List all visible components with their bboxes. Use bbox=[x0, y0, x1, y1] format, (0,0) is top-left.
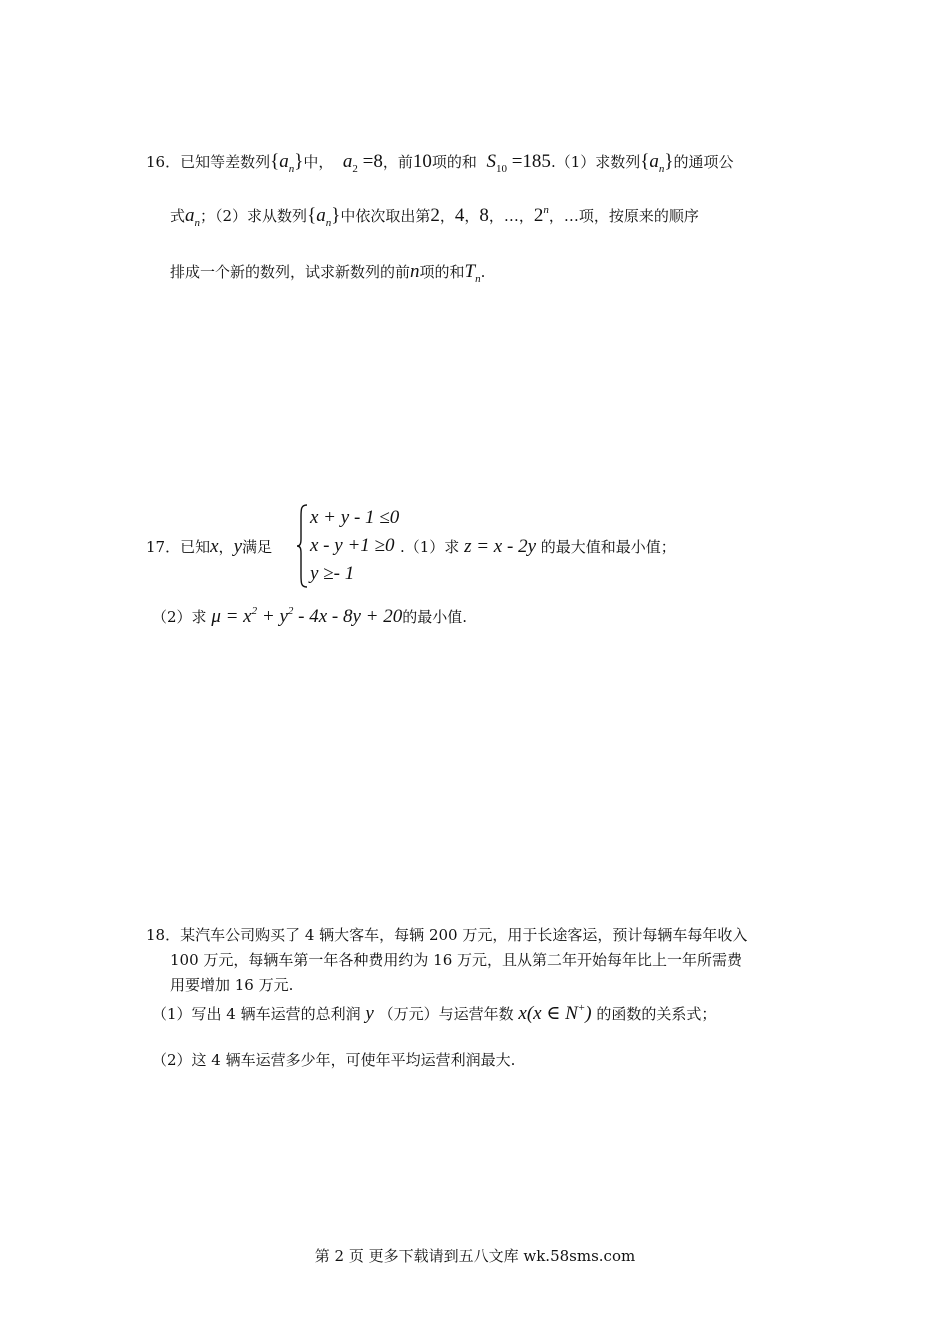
text: 满足 bbox=[242, 538, 273, 556]
text: ；（2）求从数列 bbox=[200, 207, 308, 225]
y-var: y bbox=[365, 1003, 374, 1024]
sequence-an-2: $\{a_n\}$ bbox=[640, 151, 674, 175]
a2-expression: $a_2 =8$ bbox=[342, 151, 383, 175]
tn-term: $T_n$ bbox=[464, 261, 481, 285]
num-8: 8 bbox=[479, 205, 489, 226]
num-2: 2 bbox=[430, 205, 440, 226]
text: （2）求 bbox=[152, 608, 207, 626]
system-ineq-1: x + y - 1 ≤0 bbox=[310, 507, 400, 528]
y-var: y bbox=[233, 536, 242, 557]
z-expression: z = x - 2y bbox=[464, 536, 537, 557]
system-brace bbox=[296, 503, 310, 589]
problem-17-line-1b bbox=[400, 537, 676, 556]
problem-17-line-1 bbox=[146, 537, 272, 556]
problem-18-line-2: 100 万元，每辆车第一年各种费用约为 16 万元，且从第二年开始每年比上一年所需费 bbox=[170, 951, 743, 969]
text: .（1）求数列 bbox=[550, 153, 641, 171]
x-domain-expression: x(x ∈ N+) bbox=[518, 1002, 592, 1024]
text: 的函数的关系式； bbox=[596, 1005, 717, 1023]
text: ．某汽车公司购买了 4 辆大客车，每辆 200 万元，用于长途客运，预计每辆车每年收入 bbox=[165, 926, 748, 944]
text: 的通项公 bbox=[673, 153, 734, 171]
text: 项的和 bbox=[419, 263, 465, 281]
problem-16-line-2 bbox=[170, 205, 699, 229]
text: 中依次取出第 bbox=[340, 207, 431, 225]
problem-16-line-3 bbox=[170, 262, 485, 285]
mu-expression: $\mu = x^2 + y^2 - 4x - 8y + 20$ bbox=[211, 605, 403, 627]
text: .（1）求 bbox=[400, 538, 460, 556]
problem-18-number: 18 bbox=[146, 926, 166, 944]
sequence-an-3: $\{a_n\}$ bbox=[307, 205, 341, 229]
text: ．已知 bbox=[165, 538, 211, 556]
text: 的最小值. bbox=[402, 608, 468, 626]
text: （万元）与运营年数 bbox=[378, 1005, 514, 1023]
s10-expression: $S_{10} =185$ bbox=[486, 151, 551, 175]
text: 式 bbox=[170, 207, 186, 225]
text: ．已知等差数列 bbox=[165, 153, 271, 171]
ellipsis: ，…， bbox=[488, 207, 534, 225]
comma: ， bbox=[218, 538, 234, 556]
sequence-an: $\{a_n\}$ bbox=[270, 151, 304, 175]
text: （1）写出 4 辆车运营的总利润 bbox=[152, 1005, 361, 1023]
text: . bbox=[480, 263, 486, 281]
text: 中， bbox=[303, 153, 334, 171]
problem-16-line-1 bbox=[146, 152, 734, 175]
ten-number: 10 bbox=[412, 151, 432, 172]
problem-17-part-2 bbox=[152, 606, 467, 626]
text: 排成一个新的数列，试求新数列的前 bbox=[170, 263, 411, 281]
text: 项的和 bbox=[431, 153, 477, 171]
comma: ， bbox=[464, 207, 480, 225]
problem-17-number: 17 bbox=[146, 538, 166, 556]
system-ineq-2: x - y +1 ≥0 bbox=[310, 535, 395, 556]
problem-16-number: 16 bbox=[146, 153, 166, 171]
x-var: x bbox=[210, 536, 219, 557]
problem-18-line-1 bbox=[146, 928, 747, 943]
problem-18-part-1 bbox=[152, 1003, 716, 1023]
an-term: $a_n$ bbox=[185, 205, 201, 229]
text: 的最大值和最小值； bbox=[540, 538, 676, 556]
text: ，…项，按原来的顺序 bbox=[548, 207, 699, 225]
num-4: 4 bbox=[454, 205, 465, 226]
problem-18-line-3: 用要增加 16 万元. bbox=[170, 976, 294, 994]
power-2n: 2$^n$ bbox=[533, 204, 549, 226]
page-footer: 第 2 页 更多下载请到五八文库 wk.58sms.com bbox=[314, 1247, 636, 1265]
text: ，前 bbox=[382, 153, 413, 171]
system-ineq-3: y ≥- 1 bbox=[310, 563, 355, 584]
n-var: n bbox=[410, 261, 420, 282]
comma: ， bbox=[439, 207, 455, 225]
problem-18-part-2: （2）这 4 辆车运营多少年，可使年平均运营利润最大. bbox=[152, 1051, 516, 1069]
